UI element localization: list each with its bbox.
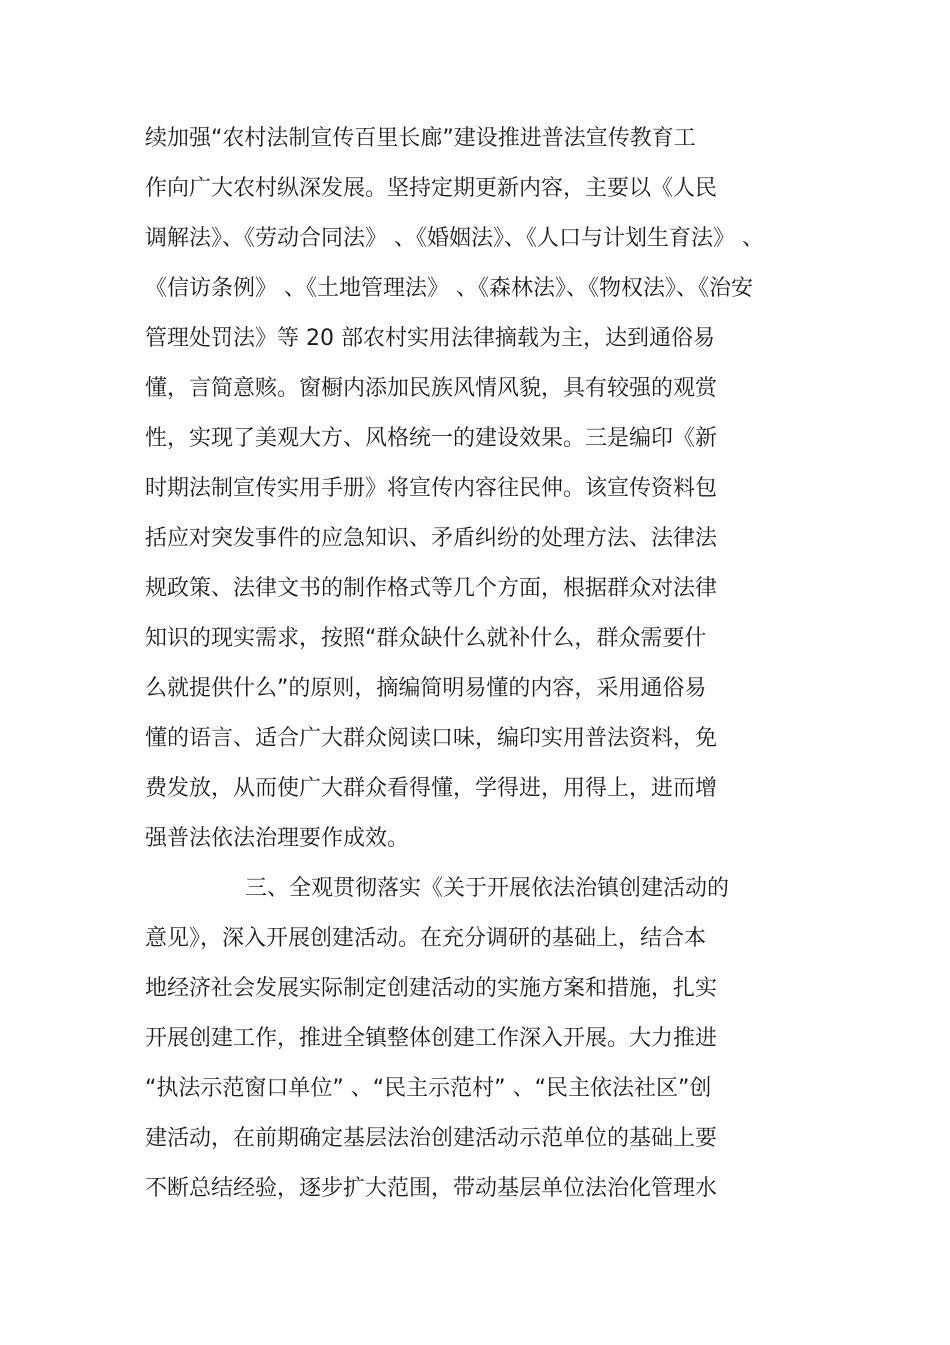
text-line: 时期法制宣传实用手册》将宣传内容往民伸。该宣传资料包 xyxy=(145,476,718,501)
text-line: 性，实现了美观大方、风格统一的建设效果。三是编印《新 xyxy=(145,426,718,451)
text-line: 管理处罚法》等 20 部农村实用法律摘载为主，达到通俗易 xyxy=(145,326,715,351)
text-line: 《信访条例》 、《土地管理法》 、《森林法》、《物权法》、《治安 xyxy=(145,276,753,301)
text-line: 不断总结经验，逐步扩大范围，带动基层单位法治化管理水 xyxy=(145,1176,718,1201)
text-line: 续加强“农村法制宣传百里长廊”建设推进普法宣传教育工 xyxy=(145,126,696,151)
text-line: “执法示范窗口单位” 、“民主示范村” 、“民主依法社区”创 xyxy=(145,1076,712,1101)
text-line: 知识的现实需求，按照“群众缺什么就补什么，群众需要什 xyxy=(145,626,707,651)
text-line: 调解法》、《劳动合同法》 、《婚姻法》、《人口与计划生育法》 、 xyxy=(145,226,764,251)
text-line: 括应对突发事件的应急知识、矛盾纠纷的处理方法、法律法 xyxy=(145,526,718,551)
text-line: 费发放，从而使广大群众看得懂，学得进，用得上，进而增 xyxy=(145,776,718,801)
text-line: 懂的语言、适合广大群众阅读口味，编印实用普法资料，免 xyxy=(145,726,718,751)
section-heading-line: 三、全观贯彻落实《关于开展依法治镇创建活动的 xyxy=(245,876,730,901)
text-line: 地经济社会发展实际制定创建活动的实施方案和措施，扎实 xyxy=(145,976,718,1001)
text-line: 规政策、法律文书的制作格式等几个方面，根据群众对法律 xyxy=(145,576,718,601)
text-line: 建活动，在前期确定基层法治创建活动示范单位的基础上要 xyxy=(145,1126,718,1151)
text-line: 作向广大农村纵深发展。坚持定期更新内容，主要以《人民 xyxy=(145,176,718,201)
text-line: 强普法依法治理要作成效。 xyxy=(145,826,410,851)
text-line: 懂，言简意赅。窗橱内添加民族风情风貌，具有较强的观赏 xyxy=(145,376,718,401)
text-line: 么就提供什么”的原则，摘编简明易懂的内容，采用通俗易 xyxy=(145,676,707,701)
text-line: 意见》，深入开展创建活动。在充分调研的基础上，结合本 xyxy=(145,926,707,951)
text-line: 开展创建工作，推进全镇整体创建工作深入开展。大力推进 xyxy=(145,1026,718,1051)
